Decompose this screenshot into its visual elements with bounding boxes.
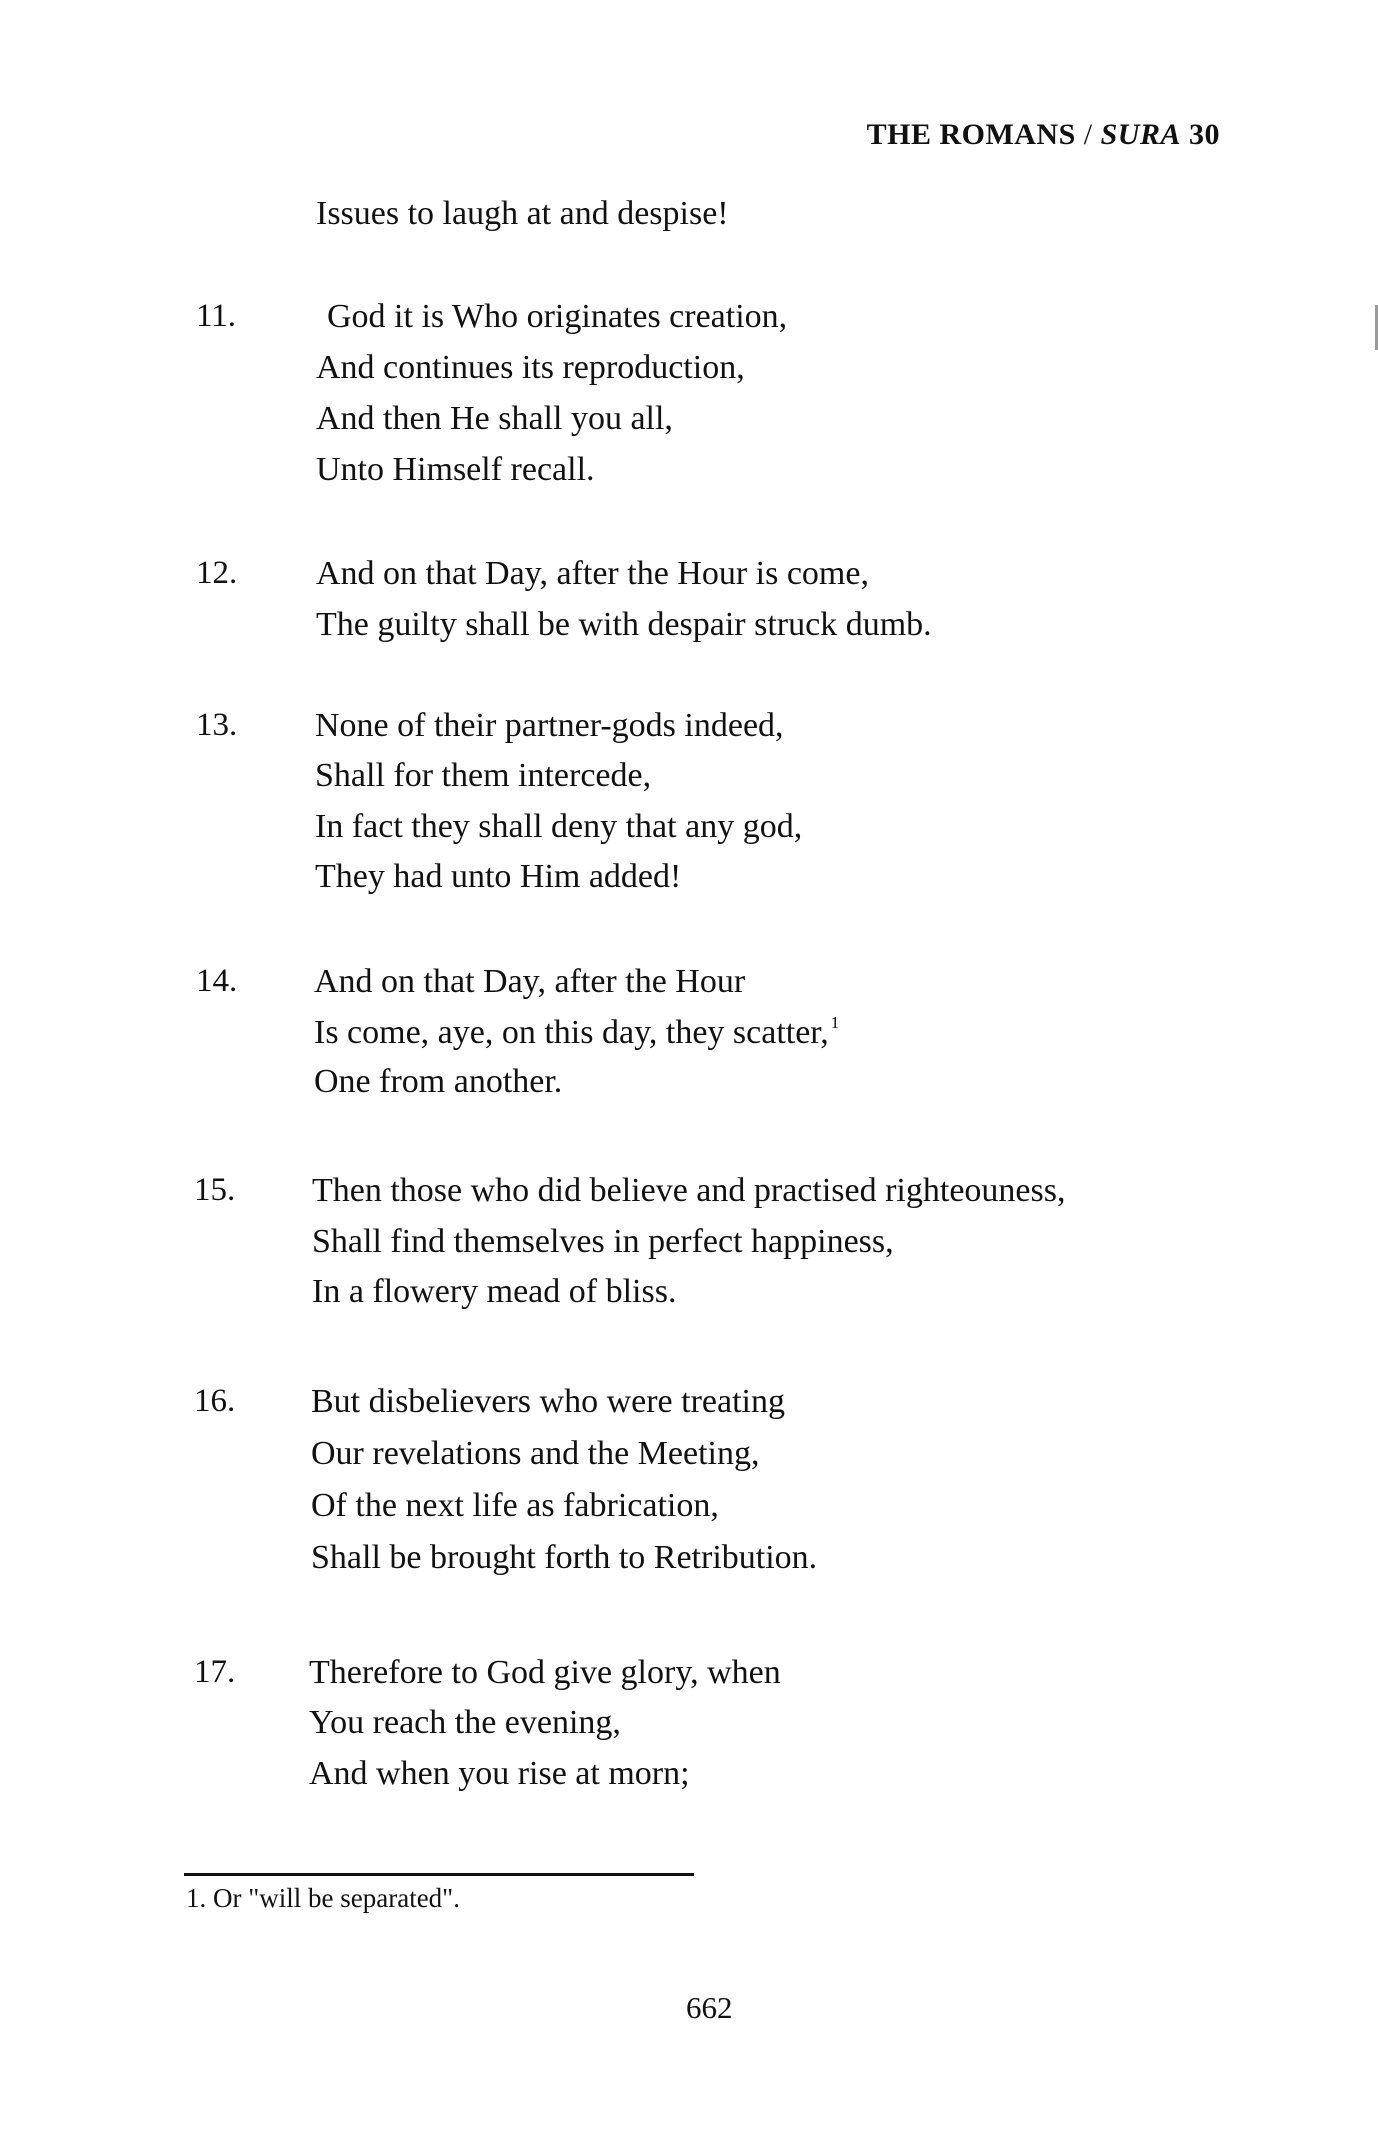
verse-line: Shall for them intercede, [315, 757, 652, 794]
verse-line: In a flowery mead of bliss. [312, 1273, 677, 1310]
verse-number: 13. [196, 707, 238, 743]
verse-line: The guilty shall be with despair struck dumb. [316, 606, 932, 643]
verse-line: And continues its reproduction, [316, 349, 745, 386]
verse-line: One from another. [314, 1063, 563, 1100]
footnote: 1. Or "will be separated". [186, 1883, 460, 1913]
verse-line-text: Is come, aye, on this day, they scatter, [314, 1014, 829, 1051]
verse-line: None of their partner-gods indeed, [315, 707, 784, 744]
footnote-ref[interactable]: 1 [830, 1013, 840, 1032]
page-number: 662 [686, 1990, 733, 2025]
verse-line: Shall find themselves in perfect happiness, [312, 1223, 894, 1260]
verse-line [314, 1013, 839, 1052]
verse-number: 14. [196, 963, 238, 999]
verse-line: Unto Himself recall. [316, 451, 595, 488]
header-title: THE ROMANS [866, 118, 1076, 151]
header-sura-number: 30 [1189, 118, 1220, 151]
verse-line: And when you rise at morn; [309, 1755, 690, 1792]
footnote-divider [184, 1873, 694, 1876]
verse-line: Shall be brought forth to Retribution. [311, 1539, 818, 1576]
verse-line: Our revelations and the Meeting, [311, 1435, 760, 1472]
verse-line: In fact they shall deny that any god, [315, 808, 803, 845]
verse-line: And then He shall you all, [316, 400, 673, 437]
verse-line: And on that Day, after the Hour [314, 963, 746, 1000]
running-header [867, 118, 1220, 152]
verse-line: But disbelievers who were treating [311, 1383, 785, 1420]
verse-line: Of the next life as fabrication, [311, 1487, 719, 1524]
verse-line: You reach the evening, [309, 1704, 621, 1741]
header-separator: / [1083, 118, 1093, 151]
verse-line: God it is Who originates creation, [327, 298, 788, 335]
verse-number: 11. [196, 298, 237, 334]
verse-number: 12. [196, 555, 238, 591]
verse-line: Therefore to God give glory, when [309, 1654, 781, 1691]
continuation-line: Issues to laugh at and despise! [316, 195, 729, 232]
verse-number: 15. [194, 1172, 236, 1208]
verse-number: 16. [194, 1383, 236, 1419]
verse-line: And on that Day, after the Hour is come, [316, 555, 869, 592]
verse-line: They had unto Him added! [315, 858, 682, 895]
verse-number: 17. [194, 1654, 236, 1690]
verse-line: Then those who did believe and practised righteouness, [312, 1172, 1066, 1209]
header-sura-label: SURA [1100, 118, 1181, 151]
